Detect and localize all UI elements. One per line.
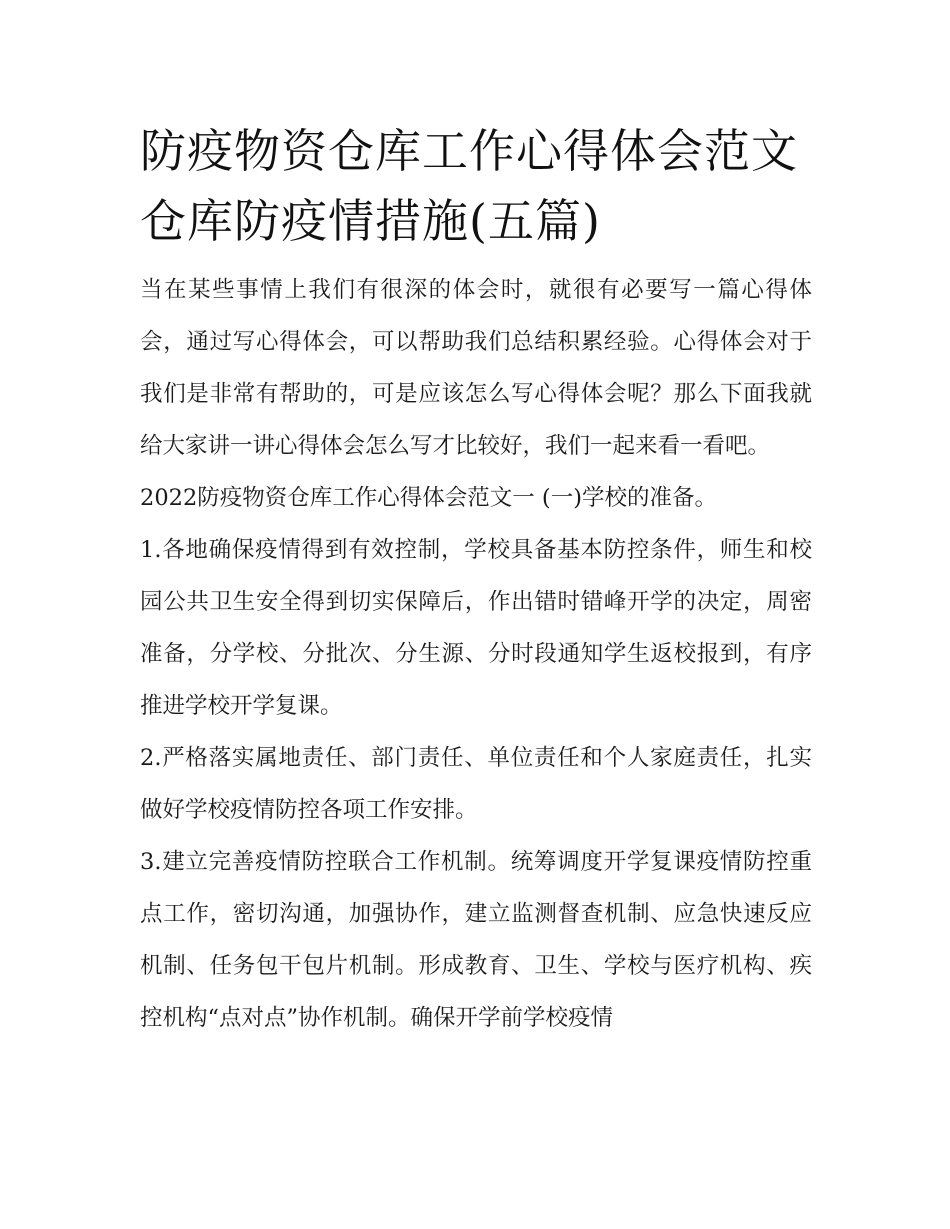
document-title: 防疫物资仓库工作心得体会范文 仓库防疫情措施(五篇)	[140, 124, 798, 248]
list-item-2: 2.严格落实属地责任、部门责任、单位责任和个人家庭责任，扎实做好学校疫情防控各项工作安排。	[140, 745, 812, 823]
list-item-1: 1.各地确保疫情得到有效控制，学校具备基本防控条件，师生和校园公共卫生安全得到切实保障后，作出错时错峰开学的决定，周密准备，分学校、分批次、分生源、分时段通知学生返校报到，有序推进学校开学复课。	[140, 537, 812, 719]
section-heading: 2022防疫物资仓库工作心得体会范文一 (一)学校的准备。	[140, 485, 717, 511]
list-item-3: 3.建立完善疫情防控联合工作机制。统筹调度开学复课疫情防控重点工作，密切沟通，加强协作，建立监测督查机制、应急快速反应机制、任务包干包片机制。形成教育、卫生、学校与医疗机构、疾控机构“点对点”协作机制。确保开学前学校疫情	[140, 849, 812, 1031]
document-body	[140, 116, 812, 1044]
intro-paragraph: 当在某些事情上我们有很深的体会时，就很有必要写一篇心得体会，通过写心得体会，可以帮助我们总结积累经验。心得体会对于我们是非常有帮助的，可是应该怎么写心得体会呢？那么下面我就给大家讲一讲心得体会怎么写才比较好，我们一起来看一看吧。	[140, 277, 812, 459]
